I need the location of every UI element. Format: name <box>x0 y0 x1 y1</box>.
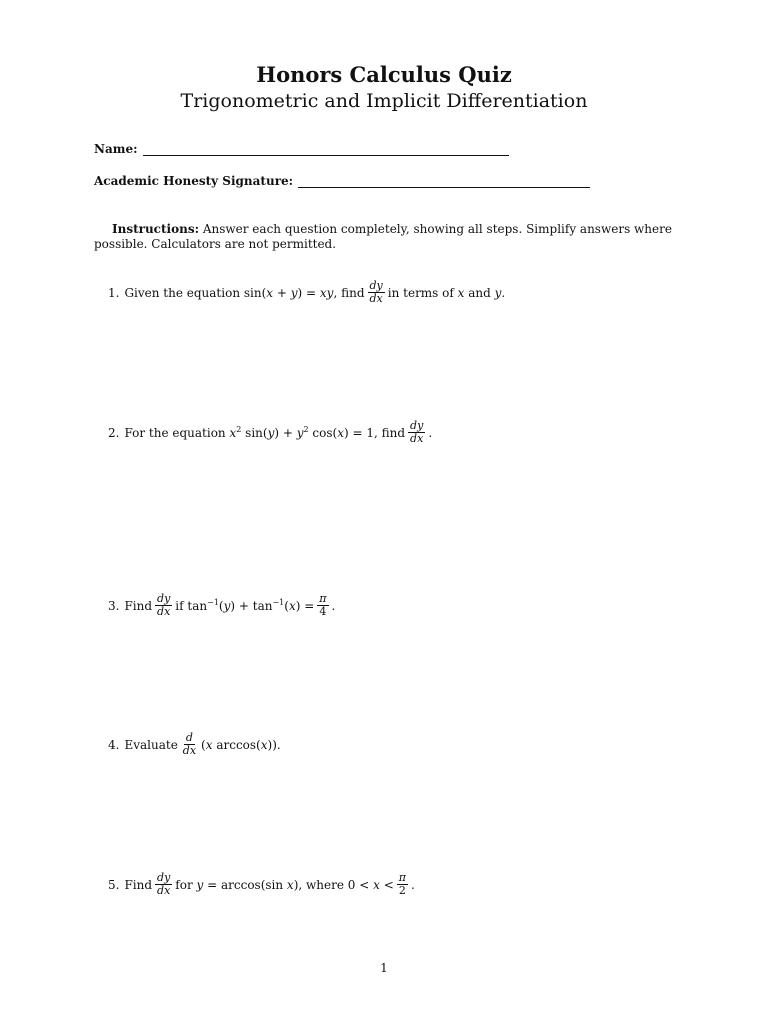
question-text: Evaluate <box>124 737 178 752</box>
page-number: 1 <box>380 961 388 975</box>
question-text-end: . <box>410 877 415 892</box>
question-text: Find <box>124 877 153 892</box>
question-text-mid: if $\tan^{-1}(y) + \tan^{-1}(x)$ = <box>175 597 315 613</box>
question-text-end: . <box>428 425 433 440</box>
instructions-label: Instructions: <box>112 222 200 236</box>
derivative-fraction: $\frac{dy}{dx}$ <box>157 871 171 897</box>
pi-over-4-fraction: $\frac{\pi}{4}$ <box>319 592 327 618</box>
derivative-fraction: $\frac{dy}{dx}$ <box>157 592 171 618</box>
question-number: 5. <box>108 877 120 892</box>
question-number: 1. <box>108 285 120 300</box>
instructions-text: Answer each question completely, showing all steps. Simplify answers where possible. Calculators are not permitted. <box>94 222 672 251</box>
page-title: Honors Calculus Quiz <box>256 62 512 87</box>
signature-line[interactable] <box>298 175 590 188</box>
question-text-end: . <box>331 598 336 613</box>
question-text-end: in terms of x and y. <box>387 285 506 300</box>
derivative-operator: $\frac{d}{dx}$ <box>182 731 197 757</box>
instructions <box>94 222 679 252</box>
name-label: Name: <box>94 142 138 156</box>
question-2 <box>108 420 432 445</box>
question-text: Given the equation sin(x + y) = xy, find <box>124 285 365 300</box>
question-4 <box>108 732 281 757</box>
question-text: For the equation $x^2$ $\sin(y) + y^2$ cos(x) = 1, find <box>124 424 406 440</box>
derivative-fraction: $\frac{dy}{dx}$ <box>410 419 424 445</box>
signature-field <box>94 174 590 188</box>
derivative-fraction: $\frac{dy}{dx}$ <box>369 279 383 305</box>
question-text: Find <box>124 598 153 613</box>
question-3 <box>108 593 335 618</box>
question-text-mid: for y = arccos(sin x), where 0 < x < <box>175 877 394 892</box>
page-subtitle: Trigonometric and Implicit Differentiation <box>180 90 588 112</box>
question-number: 4. <box>108 737 120 752</box>
question-text-end: (x arccos(x)). <box>201 737 281 752</box>
name-line[interactable] <box>143 143 509 156</box>
signature-label: Academic Honesty Signature: <box>94 174 294 188</box>
question-1 <box>108 280 505 305</box>
pi-over-2-fraction: $\frac{\pi}{2}$ <box>398 871 406 897</box>
question-number: 2. <box>108 425 120 440</box>
question-number: 3. <box>108 598 120 613</box>
name-field <box>94 142 509 156</box>
question-5 <box>108 872 415 897</box>
